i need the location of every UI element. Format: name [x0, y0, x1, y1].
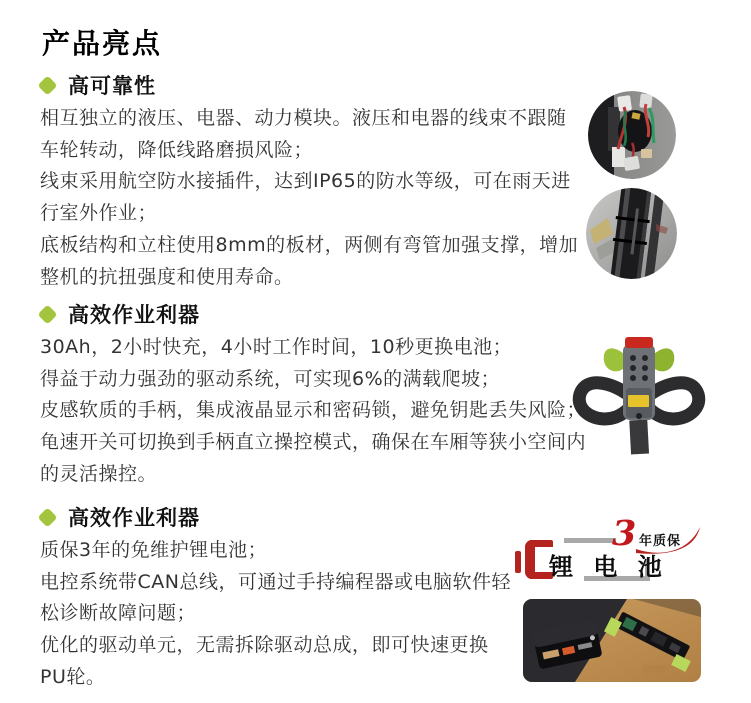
paragraph-line: 质保3年的免维护锂电池；	[40, 539, 268, 561]
battery-pack-illustration	[523, 599, 701, 682]
warranty-years-number: 3	[612, 513, 637, 554]
mast-column-illustration	[586, 188, 677, 279]
page-title: 产品亮点	[42, 27, 163, 60]
diamond-bullet-icon	[37, 75, 57, 95]
section-heading: 高效作业利器	[68, 303, 200, 327]
paragraph-line: 电控系统带CAN总线，可通过手持编程器或电脑软件轻	[40, 570, 511, 593]
paragraph-line: 行室外作业；	[40, 202, 158, 225]
diamond-bullet-icon	[37, 304, 57, 324]
paragraph-line: 30Ah，2小时快充，4小时工作时间，10秒更换电池；	[40, 336, 513, 358]
section-heading-row	[40, 301, 605, 327]
paragraph-line: 优化的驱动单元，无需拆除驱动总成，即可快速更换	[40, 634, 489, 657]
paragraph-line: 的灵活操控。	[40, 462, 158, 485]
section-efficient-work	[40, 301, 605, 491]
battery-terminal-icon	[515, 551, 521, 573]
battery-pack-photo	[523, 599, 701, 682]
paragraph-line: 相互独立的液压、电器、动力模块。液压和电器的线束不跟随	[40, 107, 567, 129]
wiring-harness-illustration	[588, 91, 676, 179]
paragraph-line: 线束采用航空防水接插件，达到IP65的防水等级，可在雨天进	[40, 170, 571, 193]
warranty-text: 年质保	[639, 534, 682, 549]
paragraph-line: 皮感软质的手柄，集成液晶显示和密码锁，避免钥匙丢失风险；	[40, 399, 587, 422]
tiller-handle-illustration	[570, 334, 708, 456]
diamond-bullet-icon	[37, 507, 57, 527]
section-high-reliability	[40, 72, 605, 293]
mast-column-photo	[586, 188, 677, 279]
paragraph-line: 龟速开关可切换到手柄直立操控模式，确保在车厢等狭小空间内	[40, 431, 587, 454]
paragraph-line: 得益于动力强劲的驱动系统，可实现6%的满载爬坡；	[40, 367, 501, 390]
paragraph-line: 底板结构和立柱使用8mm的板材，两侧有弯管加强支撑，增加	[40, 233, 579, 256]
tiller-handle-photo	[570, 334, 708, 456]
section-paragraph	[40, 332, 605, 491]
paragraph-line: 松诊断故障问题；	[40, 602, 197, 625]
wiring-harness-photo	[588, 91, 676, 179]
section-heading: 高效作业利器	[68, 506, 200, 530]
paragraph-line: 车轮转动，降低线路磨损风险；	[40, 138, 314, 161]
section-heading: 高可靠性	[68, 74, 156, 98]
section-paragraph	[40, 103, 605, 293]
paragraph-line: 整机的抗扭强度和使用寿命。	[40, 265, 294, 288]
section-heading-row	[40, 72, 605, 98]
lithium-battery-label: 锂 电 池	[549, 553, 668, 581]
battery-outline-top	[564, 538, 616, 543]
paragraph-line: PU轮。	[40, 665, 106, 688]
lithium-battery-badge	[514, 513, 719, 591]
